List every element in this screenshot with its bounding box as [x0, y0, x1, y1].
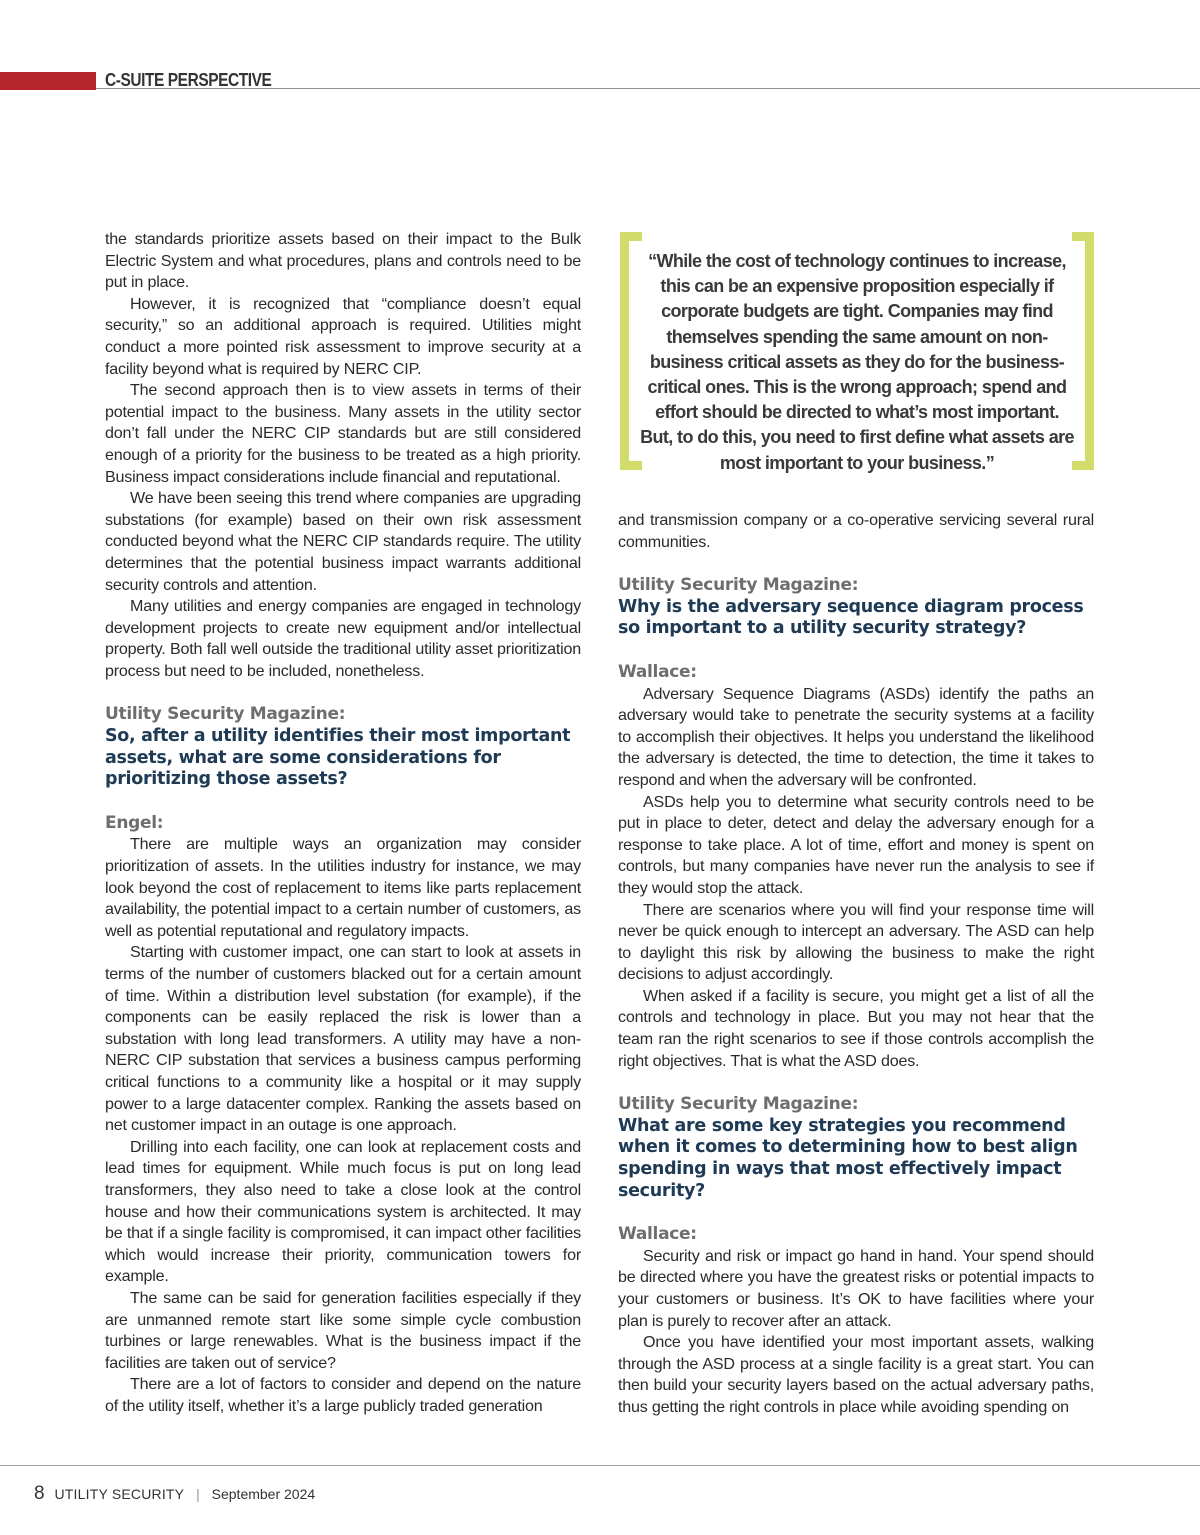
- paragraph: Once you have identified your most important assets, walking through the ASD process at a single facility is a great start. You can then build your security layers based on the actual adversary paths, thus getting the right controls in place while avoiding spending on: [618, 1333, 1094, 1416]
- left-column: [105, 229, 581, 1417]
- speaker-label: Wallace:: [618, 661, 697, 682]
- page-footer: [34, 1483, 315, 1505]
- right-column: [618, 510, 1094, 1419]
- paragraph: Drilling into each facility, one can look at replacement costs and lead times for equipment. While much focus is put on long lead transformers, they also need to take a close look at the control house and how their communications system is architected. It may be that if a single facility is compromised, it can impact other facilities which would increase their priority, communication towers for example.: [105, 1137, 581, 1286]
- paragraph: Adversary Sequence Diagrams (ASDs) identify the paths an adversary would take to penetrate the security systems at a facility to accomplish their objectives. It helps you understand the likelihood the adversary is detected, the time to detection, the time it takes to respond and when the adversary will be confronted.: [618, 684, 1094, 789]
- speaker-label: Wallace:: [618, 1224, 697, 1245]
- interview-question: What are some key strategies you recommend when it comes to determining how to best align spending in ways that most effectively impact security?: [618, 1115, 1078, 1201]
- interviewer-label: Utility Security Magazine:: [618, 575, 859, 596]
- paragraph: There are scenarios where you will find your response time will never be quick enough to intercept an adversary. The ASD can help to daylight this risk by allowing the business to make the right decisions to adjust accordingly.: [618, 900, 1094, 984]
- footer-rule: [0, 1465, 1200, 1466]
- paragraph: and transmission company or a co-operative servicing several rural communities.: [618, 511, 1094, 551]
- footer-separator: |: [196, 1486, 200, 1502]
- paragraph: Many utilities and energy companies are engaged in technology development projects to create new equipment and/or intellectual property. Both fall well outside the traditional utility asset prioritization process but need to be included, nonetheless.: [105, 597, 581, 680]
- section-title: C-SUITE PERSPECTIVE: [105, 70, 272, 90]
- paragraph: The second approach then is to view assets in terms of their potential impact to the business. Many assets in the utility sector don’t fall under the NERC CIP standards but are still considered enough of a priority for the business to be treated as a high priority. Business impact considerations include financial and reputational.: [105, 381, 581, 486]
- publication-name: UTILITY SECURITY: [54, 1486, 185, 1502]
- pull-quote-text: “While the cost of technology continues to increase, this can be an expensive proposition especially if corporate budgets are tight. Companies may find themselves spending the same amount on non-business critical assets as they do for the business-critical ones. This is the wrong approach; spend and effort should be directed to what’s most important. But, to do this, you need to first define what assets are most important to your business.”: [640, 251, 1074, 473]
- issue-date: September 2024: [211, 1486, 316, 1502]
- paragraph: We have been seeing this trend where companies are upgrading substations (for example) based on their own risk assessment conducted beyond what the NERC CIP standards require. The utility determines that the potential business impact warrants additional security controls and attention.: [105, 489, 581, 594]
- paragraph: The same can be said for generation facilities especially if they are unmanned remote start like some simple cycle combustion turbines or large renewables. What is the business impact if the facilities are taken out of service?: [105, 1288, 581, 1372]
- pull-quote: [620, 232, 1094, 473]
- speaker-label: Engel:: [105, 812, 164, 833]
- paragraph: However, it is recognized that “compliance doesn’t equal security,” so an additional approach is required. Utilities might conduct a more pointed risk assessment to improve security at a facility beyond what is required by NERC CIP.: [105, 294, 581, 378]
- interviewer-label: Utility Security Magazine:: [105, 704, 346, 725]
- paragraph: ASDs help you to determine what security controls need to be put in place to deter, detect and delay the adversary enough for a response to take place. A lot of time, effort and money is spent on controls, but many companies have never run the analysis to see if they would stop the attack.: [618, 792, 1094, 897]
- paragraph: the standards prioritize assets based on their impact to the Bulk Electric System and what procedures, plans and controls need to be put in place.: [105, 230, 581, 292]
- interviewer-label: Utility Security Magazine:: [618, 1094, 859, 1115]
- page-number: 8: [34, 1483, 45, 1504]
- paragraph: Starting with customer impact, one can start to look at assets in terms of the number of customers blacked out for a certain amount of time. Within a distribution level substation (for example), if the components can be easily replaced the risk is lower than a substation with long lead transformers. A utility may have a non-NERC CIP substation that services a business campus performing critical functions to a community like a hospital or it may supply power to a large datacenter complex. Ranking the assets based on net customer impact in an outage is one approach.: [105, 943, 581, 1135]
- interview-question: So, after a utility identifies their most important assets, what are some considerations for prioritizing those assets?: [105, 726, 571, 790]
- paragraph: There are multiple ways an organization may consider prioritization of assets. In the utilities industry for instance, we may look beyond the cost of replacement to items like parts replacement availability, the potential impact to a certain number of customers, as well as potential reputational and regulatory impacts.: [105, 835, 581, 940]
- paragraph: There are a lot of factors to consider and depend on the nature of the utility itself, whether it’s a large publicly traded generation: [105, 1375, 581, 1415]
- paragraph: Security and risk or impact go hand in hand. Your spend should be directed where you have the greatest risks or potential impacts to your customers or business. It’s OK to have facilities where your plan is purely to recover after an attack.: [618, 1246, 1094, 1330]
- interview-question: Why is the adversary sequence diagram process so important to a utility security strategy?: [618, 596, 1084, 639]
- section-accent-bar: [0, 72, 96, 90]
- paragraph: When asked if a facility is secure, you might get a list of all the controls and technology in place. But you may not hear that the team ran the right scenarios to see if those controls accomplish the right objectives. That is what the ASD does.: [618, 986, 1094, 1070]
